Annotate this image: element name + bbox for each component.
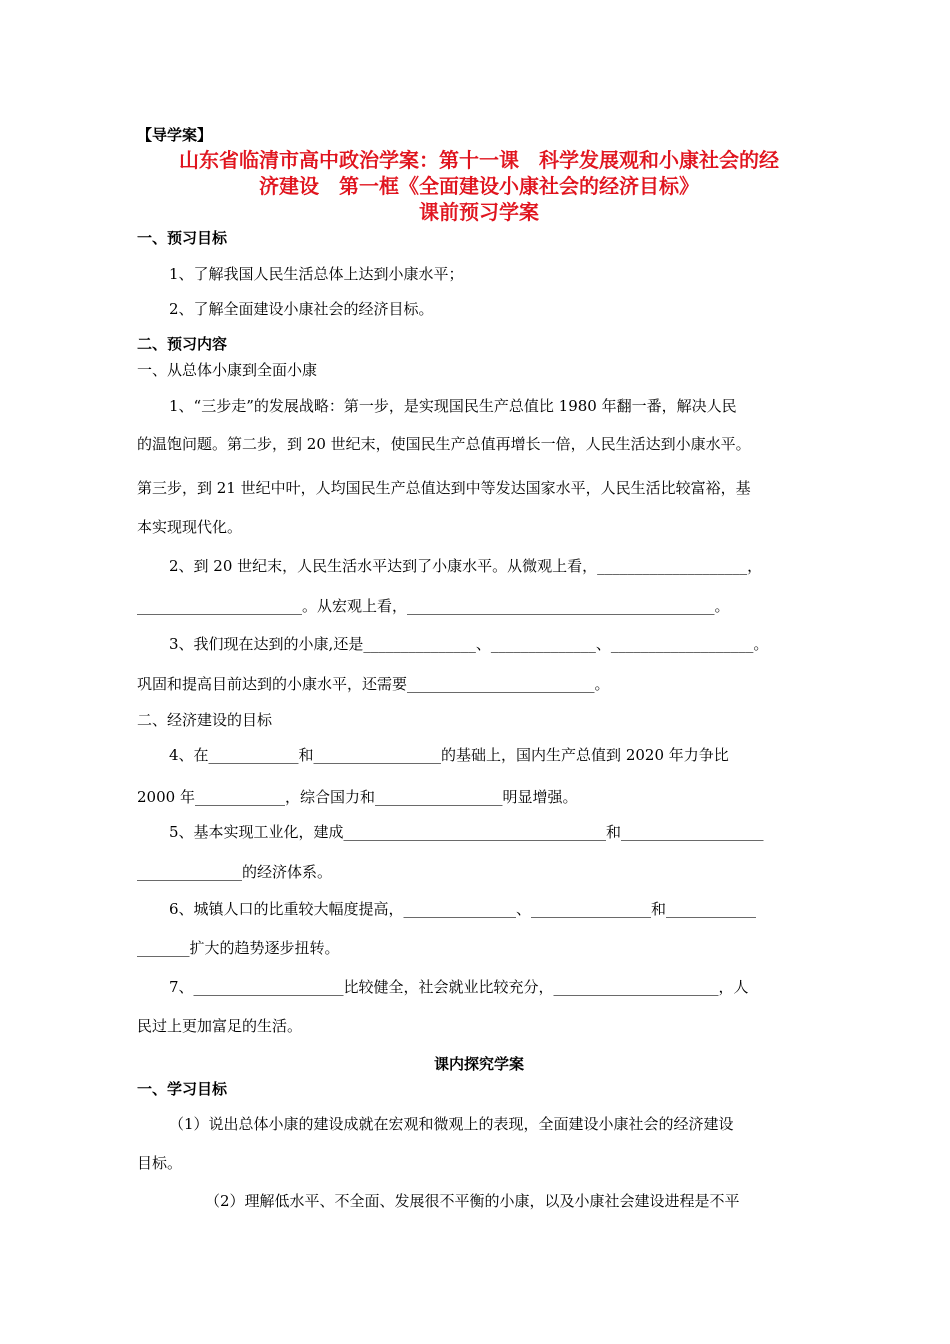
para3-line1: 3、我们现在达到的小康,还是_______________、______________、___________________。 bbox=[169, 635, 769, 653]
learning-goal2-line1: （2）理解低水平、不全面、发展很不平衡的小康，以及小康社会建设进程是不平 bbox=[205, 1192, 740, 1210]
para7-line2: 民过上更加富足的生活。 bbox=[137, 1017, 303, 1035]
class-study-title: 课内探究学案 bbox=[433, 1055, 524, 1073]
para1-line1: 1、“三步走”的发展战略：第一步，是实现国民生产总值比 1980 年翻一番，解决人民 bbox=[169, 397, 737, 415]
subheading-overall-to-full: 一、从总体小康到全面小康 bbox=[137, 361, 318, 379]
document-title-line2: 济建设 第一框《全面建设小康社会的经济目标》 bbox=[259, 174, 699, 198]
section-heading-preview-content: 二、预习内容 bbox=[137, 335, 228, 353]
learning-goal1-line1: （1）说出总体小康的建设成就在宏观和微观上的表现，全面建设小康社会的经济建设 bbox=[169, 1115, 734, 1133]
para7-line1: 7、____________________比较健全，社会就业比较充分，______________________，人 bbox=[169, 978, 749, 996]
para3-line2: 巩固和提高目前达到的小康水平，还需要_________________________。 bbox=[137, 675, 610, 693]
preview-goal-item-1: 1、了解我国人民生活总体上达到小康水平； bbox=[169, 265, 464, 283]
guide-tag: 【导学案】 bbox=[137, 126, 213, 144]
para2-line2: ______________________。从宏观上看，_________________________________________。 bbox=[137, 597, 730, 615]
para1-line4: 本实现现代化。 bbox=[137, 518, 243, 536]
subheading-economic-goals: 二、经济建设的目标 bbox=[137, 711, 273, 729]
para2-line1: 2、到 20 世纪末，人民生活水平达到了小康水平。从微观上看，____________________， bbox=[169, 557, 763, 575]
para1-line3: 第三步，到 21 世纪中叶，人均国民生产总值达到中等发达国家水平，人民生活比较富裕，基 bbox=[137, 479, 751, 497]
document-title-line1: 山东省临清市高中政治学案：第十一课 科学发展观和小康社会的经 bbox=[179, 148, 779, 172]
para5-line2: ______________的经济体系。 bbox=[137, 863, 333, 881]
para6-line2: _______扩大的趋势逐步扭转。 bbox=[137, 939, 340, 957]
para5-line1: 5、基本实现工业化，建成___________________________________和___________________ bbox=[169, 823, 764, 841]
learning-goal1-line2: 目标。 bbox=[137, 1154, 183, 1172]
section-heading-preview-goals: 一、预习目标 bbox=[137, 229, 228, 247]
document-title-line3: 课前预习学案 bbox=[419, 200, 539, 224]
preview-goal-item-2: 2、了解全面建设小康社会的经济目标。 bbox=[169, 300, 434, 318]
para4-line2: 2000 年____________，综合国力和_________________明显增强。 bbox=[137, 788, 578, 806]
section-heading-learning-goals: 一、学习目标 bbox=[137, 1080, 228, 1098]
para4-line1: 4、在____________和_________________的基础上，国内生产总值到 2020 年力争比 bbox=[169, 746, 729, 764]
para1-line2: 的温饱问题。第二步，到 20 世纪末，使国民生产总值再增长一倍，人民生活达到小康水平。 bbox=[137, 435, 751, 453]
para6-line1: 6、城镇人口的比重较大幅度提高，_______________、________________和____________ bbox=[169, 900, 757, 918]
